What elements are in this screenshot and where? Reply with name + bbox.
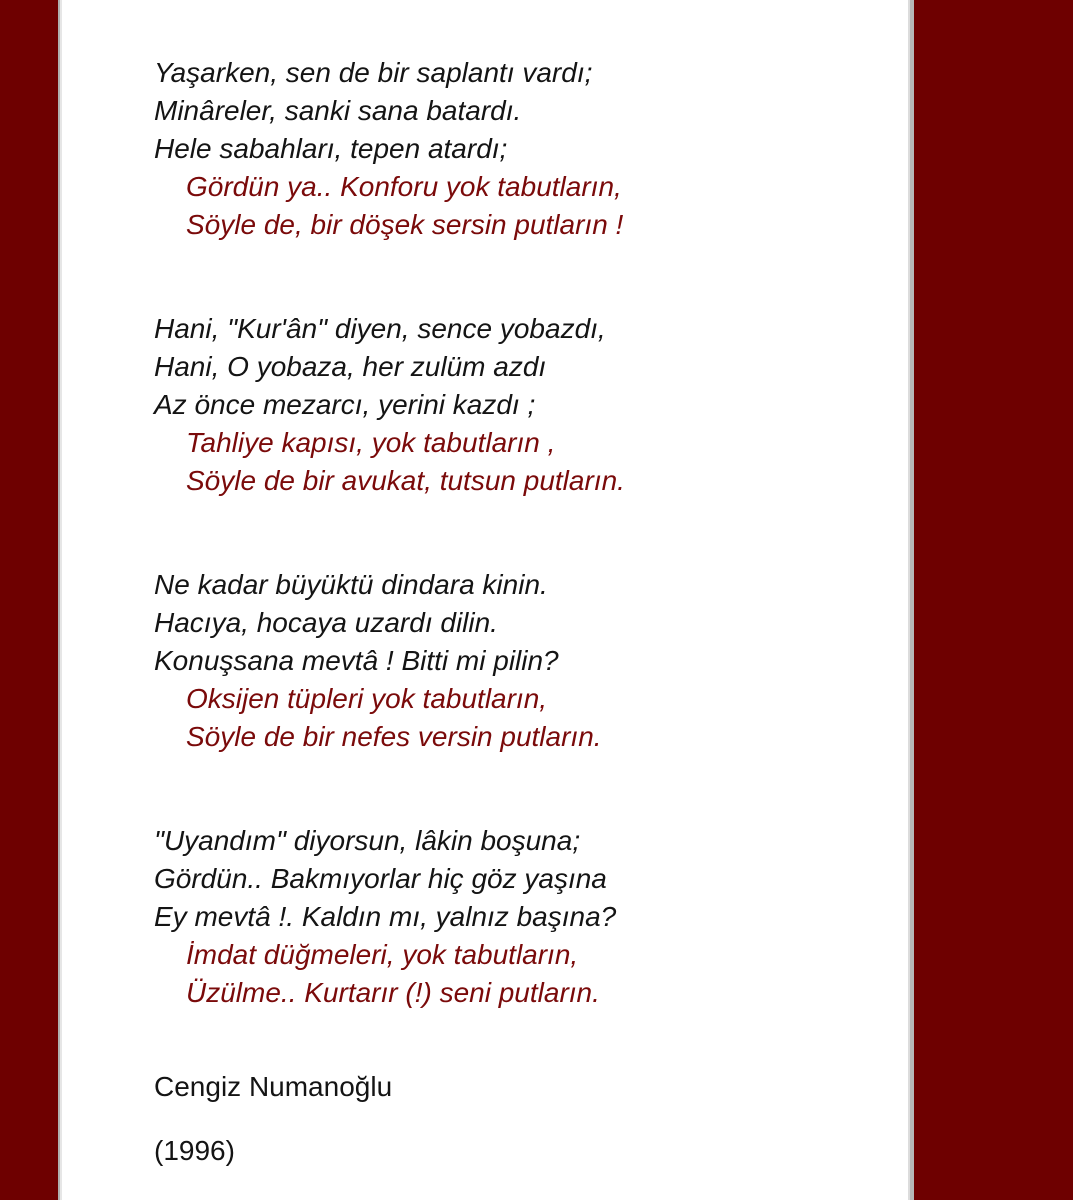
verse-line: Konuşsana mevtâ ! Bitti mi pilin? [154,645,559,676]
refrain-line: Tahliye kapısı, yok tabutların , [186,427,556,458]
verse-line: Hani, O yobaza, her zulüm azdı [154,351,547,382]
verse-line: Minâreler, sanki sana batardı. [154,95,522,126]
refrain-line: Söyle de, bir döşek sersin putların ! [186,209,624,240]
refrain-line: Söyle de bir avukat, tutsun putların. [186,465,625,496]
verse-line: Hacıya, hocaya uzardı dilin. [154,607,498,638]
verse-line: Ne kadar büyüktü dindara kinin. [154,569,548,600]
verse-line: "Uyandım" diyorsun, lâkin boşuna; [154,825,581,856]
stanza-2 [154,310,894,500]
verse-line: Hani, "Kur'ân" diyen, sence yobazdı, [154,313,606,344]
refrain-line: Oksijen tüpleri yok tabutların, [186,683,548,714]
stanza-3 [154,566,894,756]
refrain-line: Söyle de bir nefes versin putların. [186,721,602,752]
verse-line: Yaşarken, sen de bir saplantı vardı; [154,57,593,88]
stanza-4 [154,822,894,1012]
verse-line: Ey mevtâ !. Kaldın mı, yalnız başına? [154,901,617,932]
right-frame-border [914,0,1073,1200]
left-frame-border [0,0,58,1200]
poem-author: Cengiz Numanoğlu [154,1071,393,1102]
poem-year: (1996) [154,1135,235,1166]
verse-line: Az önce mezarcı, yerini kazdı ; [154,389,536,420]
stanza-1 [154,54,894,244]
refrain-line: Üzülme.. Kurtarır (!) seni putların. [186,977,600,1008]
refrain-line: İmdat düğmeleri, yok tabutların, [186,939,579,970]
poem-body [154,54,894,1078]
verse-line: Hele sabahları, tepen atardı; [154,133,508,164]
poem-page [58,0,914,1200]
verse-line: Gördün.. Bakmıyorlar hiç göz yaşına [154,863,607,894]
refrain-line: Gördün ya.. Konforu yok tabutların, [186,171,622,202]
